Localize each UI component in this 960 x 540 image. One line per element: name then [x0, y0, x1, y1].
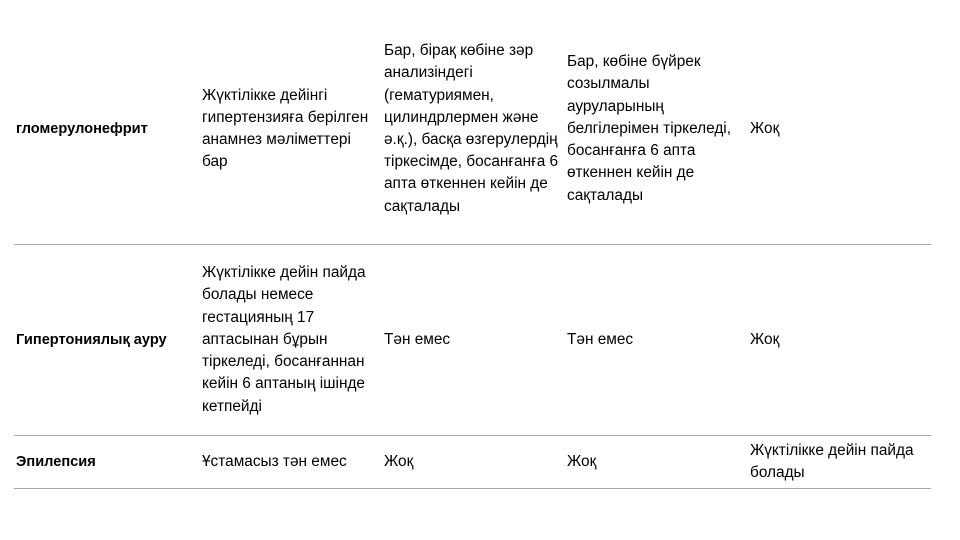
row-label: Эпилепсия — [16, 453, 96, 470]
table-cell: Жоқ — [384, 452, 414, 470]
differential-diagnosis-table — [14, 14, 931, 489]
table-cell: Жүктілікке дейін пайда болады немесе гестацияның 17 аптасынан бұрын тіркеледі, босанғаннан кейін 6 аптаның ішінде кетпейді — [202, 264, 366, 415]
table-cell: Жоқ — [567, 452, 597, 470]
table-row-glomerulonephritis — [14, 14, 931, 245]
table-cell: Тән емес — [384, 330, 451, 348]
table-cell: Жүктілікке дейін пайда болады — [750, 441, 914, 481]
table-cell: Бар, көбіне бүйрек созылмалы ауруларының белгілерімен тіркеледі, босанғанға 6 апта өткеннен кейін де сақталады — [567, 53, 731, 204]
row-label: Гипертониялық ауру — [16, 331, 167, 348]
table-cell: Жүктілікке дейінгі гипертензияға берілген анамнез мәліметтері бар — [202, 86, 369, 171]
table-cell: Тән емес — [567, 330, 634, 348]
table-cell: Жоқ — [750, 119, 780, 137]
table-cell: Бар, бірақ көбіне зәр анализіндегі (гематуриямен, цилиндрлермен және ә.қ.), басқа өзгерулердің тіркесімде, босанғанға 6 апта өткеннен кейін де сақталады — [384, 42, 559, 215]
table-cell: Ұстамасыз тән емес — [202, 452, 347, 470]
table-row-hypertension — [14, 245, 931, 436]
table-row-epilepsy — [14, 436, 931, 489]
row-label: гломерулонефрит — [16, 120, 148, 137]
table-cell: Жоқ — [750, 330, 780, 348]
